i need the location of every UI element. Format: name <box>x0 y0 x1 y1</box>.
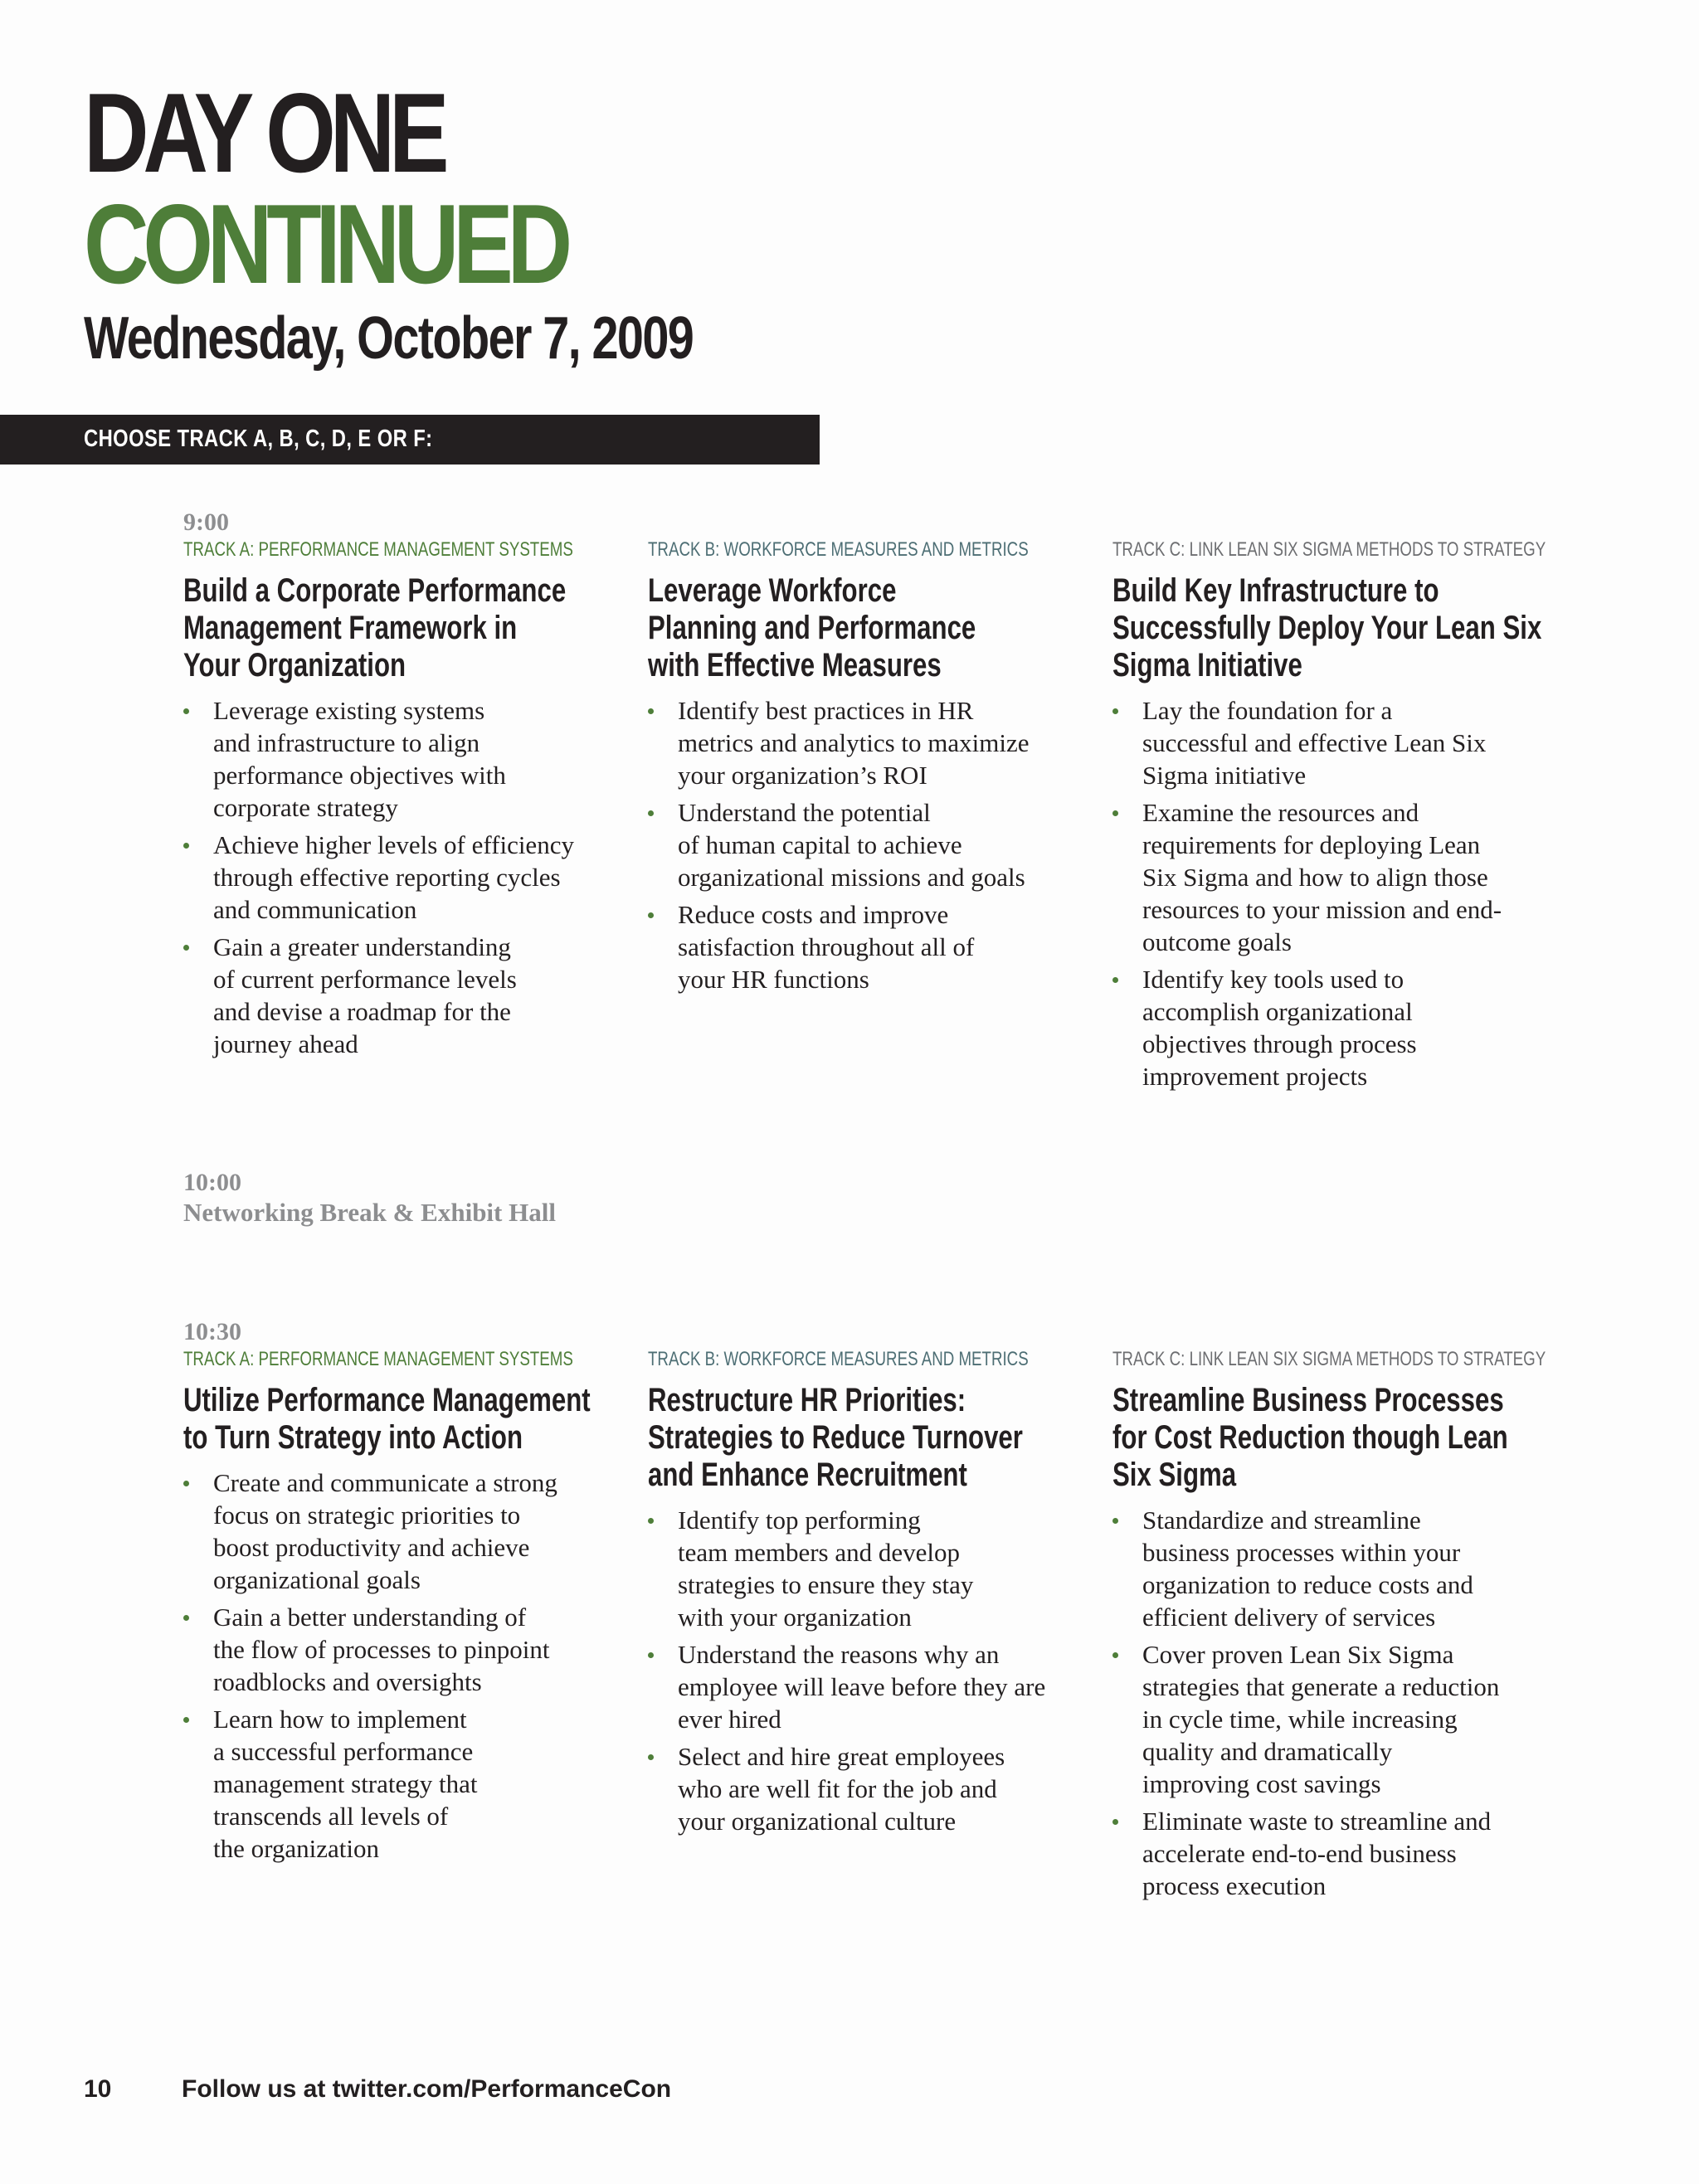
bullet-list <box>648 1504 1079 1837</box>
session-title-line: Successfully Deploy Your Lean Six <box>1112 610 1542 646</box>
session-time: 9:00 <box>183 508 229 536</box>
bullet-item <box>183 1703 615 1865</box>
track-label: TRACK C: LINK LEAN SIX SIGMA METHODS TO STRATEGY <box>1112 1348 1546 1370</box>
bullet-dot-icon <box>1112 708 1118 714</box>
bullet-text-line: Create and communicate a strong <box>213 1468 557 1497</box>
session-title-line: Restructure HR Priorities: <box>648 1382 966 1418</box>
bullet-item <box>648 898 1079 995</box>
session-title-line: to Turn Strategy into Action <box>183 1419 523 1456</box>
session-title <box>183 572 604 684</box>
bullet-list <box>1112 694 1544 1092</box>
bullet-dot-icon <box>183 843 189 849</box>
session-title-line: Build Key Infrastructure to <box>1112 572 1439 609</box>
bullet-text-line: satisfaction throughout all of <box>678 932 975 961</box>
session-track-column <box>1112 537 1544 1097</box>
bullet-text-line: and infrastructure to align <box>213 728 480 757</box>
bullet-text-line: strategies that generate a reduction <box>1142 1672 1500 1701</box>
bullet-dot-icon <box>648 810 654 816</box>
bullet-text-line: improvement projects <box>1142 1062 1368 1091</box>
session-title-line: with Effective Measures <box>648 647 942 683</box>
bullet-text-line: Identify best practices in HR <box>678 696 974 725</box>
bullet-text-line: your HR functions <box>678 965 869 994</box>
bullet-text-line: Identify key tools used to <box>1142 965 1404 994</box>
bullet-dot-icon <box>183 1615 189 1621</box>
bullet-text-line: and devise a roadmap for the <box>213 997 511 1026</box>
session-title-line: Planning and Performance <box>648 610 976 646</box>
bullet-text-line: process execution <box>1142 1871 1327 1900</box>
session-title <box>648 572 1069 684</box>
bullet-dot-icon <box>183 1481 189 1486</box>
bullet-text-line: Gain a better understanding of <box>213 1603 527 1632</box>
bullet-text-line: Six Sigma and how to align those <box>1142 863 1488 892</box>
bullet-dot-icon <box>1112 1819 1118 1825</box>
bullet-text-line: Cover proven Lean Six Sigma <box>1142 1640 1454 1669</box>
bullet-item <box>183 931 615 1060</box>
session-title-line: Build a Corporate Performance <box>183 572 567 609</box>
break-time: 10:00 <box>183 1169 241 1196</box>
bullet-text-line: efficient delivery of services <box>1142 1603 1436 1632</box>
bullet-text-line: the flow of processes to pinpoint <box>213 1635 550 1664</box>
bullet-text-line: business processes within your <box>1142 1538 1461 1567</box>
bullet-text-line: your organizational culture <box>678 1807 957 1836</box>
bullet-text-line: improving cost savings <box>1142 1769 1381 1798</box>
bullet-text-line: Sigma initiative <box>1142 761 1307 790</box>
track-label: TRACK A: PERFORMANCE MANAGEMENT SYSTEMS <box>183 1348 573 1370</box>
bullet-text-line: who are well fit for the job and <box>678 1774 997 1803</box>
session-title <box>648 1382 1069 1494</box>
bullet-text-line: successful and effective Lean Six <box>1142 728 1487 757</box>
bullet-item <box>183 1601 615 1698</box>
bullet-text-line: Examine the resources and <box>1142 798 1419 827</box>
bullet-dot-icon <box>648 912 654 918</box>
bullet-dot-icon <box>1112 1652 1118 1658</box>
bullet-item <box>648 796 1079 893</box>
bullet-text-line: quality and dramatically <box>1142 1737 1393 1766</box>
bullet-text-line: focus on strategic priorities to <box>213 1501 521 1530</box>
bullet-text-line: Select and hire great employees <box>678 1742 1005 1771</box>
bullet-item <box>648 694 1079 791</box>
choose-track-label: CHOOSE TRACK A, B, C, D, E OR F: <box>84 426 433 452</box>
session-title <box>1112 1382 1533 1494</box>
bullet-text-line: of human capital to achieve <box>678 830 962 859</box>
bullet-dot-icon <box>1112 1518 1118 1524</box>
bullet-text-line: strategies to ensure they stay <box>678 1570 974 1599</box>
bullet-item <box>1112 796 1544 958</box>
bullet-dot-icon <box>648 1652 654 1658</box>
bullet-item <box>1112 694 1544 791</box>
page-number: 10 <box>84 2075 112 2103</box>
session-title-line: Strategies to Reduce Turnover <box>648 1419 1023 1456</box>
bullet-text-line: organizational goals <box>213 1565 421 1594</box>
bullet-list <box>183 1467 615 1865</box>
bullet-text-line: the organization <box>213 1834 380 1863</box>
bullet-text-line: Achieve higher levels of efficiency <box>213 830 574 859</box>
page-title-continued: CONTINUED <box>84 181 567 307</box>
bullet-text-line: team members and develop <box>678 1538 961 1567</box>
bullet-text-line: metrics and analytics to maximize <box>678 728 1030 757</box>
track-label: TRACK B: WORKFORCE MEASURES AND METRICS <box>648 1348 1029 1370</box>
bullet-text-line: resources to your mission and end- <box>1142 895 1502 924</box>
bullet-text-line: a successful performance <box>213 1737 474 1766</box>
track-label: TRACK A: PERFORMANCE MANAGEMENT SYSTEMS <box>183 538 573 561</box>
bullet-text-line: Reduce costs and improve <box>678 900 949 929</box>
bullet-text-line: corporate strategy <box>213 793 398 822</box>
event-date: Wednesday, October 7, 2009 <box>84 305 694 372</box>
session-track-column <box>648 1347 1079 1842</box>
bullet-dot-icon <box>1112 977 1118 983</box>
session-title-line: Utilize Performance Management <box>183 1382 591 1418</box>
bullet-text-line: requirements for deploying Lean <box>1142 830 1481 859</box>
session-title-line: Streamline Business Processes <box>1112 1382 1504 1418</box>
bullet-text-line: journey ahead <box>213 1029 358 1058</box>
bullet-item <box>183 1467 615 1596</box>
session-track-column <box>183 1347 615 1870</box>
track-label: TRACK B: WORKFORCE MEASURES AND METRICS <box>648 538 1029 561</box>
session-title-line: Sigma Initiative <box>1112 647 1302 683</box>
bullet-list <box>648 694 1079 995</box>
bullet-item <box>183 829 615 926</box>
session-track-column <box>183 537 615 1065</box>
bullet-text-line: Leverage existing systems <box>213 696 485 725</box>
bullet-text-line: of current performance levels <box>213 965 517 994</box>
bullet-item <box>1112 963 1544 1092</box>
bullet-text-line: with your organization <box>678 1603 912 1632</box>
bullet-text-line: boost productivity and achieve <box>213 1533 530 1562</box>
session-title-line: for Cost Reduction though Lean <box>1112 1419 1508 1456</box>
bullet-text-line: transcends all levels of <box>213 1802 449 1831</box>
bullet-item <box>648 1740 1079 1837</box>
bullet-item <box>1112 1638 1544 1800</box>
bullet-dot-icon <box>648 708 654 714</box>
track-label: TRACK C: LINK LEAN SIX SIGMA METHODS TO STRATEGY <box>1112 538 1546 561</box>
bullet-list <box>183 694 615 1060</box>
bullet-text-line: organization to reduce costs and <box>1142 1570 1473 1599</box>
bullet-text-line: and communication <box>213 895 417 924</box>
bullet-list <box>1112 1504 1544 1902</box>
session-track-column <box>1112 1347 1544 1907</box>
bullet-text-line: accomplish organizational <box>1142 997 1413 1026</box>
bullet-text-line: Identify top performing <box>678 1505 921 1535</box>
bullet-text-line: Understand the reasons why an <box>678 1640 1000 1669</box>
bullet-text-line: outcome goals <box>1142 927 1292 956</box>
bullet-text-line: Lay the foundation for a <box>1142 696 1393 725</box>
session-title-line: and Enhance Recruitment <box>648 1457 967 1493</box>
bullet-text-line: Standardize and streamline <box>1142 1505 1421 1535</box>
bullet-item <box>183 694 615 824</box>
bullet-text-line: accelerate end-to-end business <box>1142 1839 1457 1868</box>
bullet-dot-icon <box>648 1518 654 1524</box>
bullet-text-line: ever hired <box>678 1705 781 1734</box>
bullet-dot-icon <box>648 1754 654 1760</box>
bullet-text-line: Eliminate waste to streamline and <box>1142 1807 1492 1836</box>
bullet-text-line: management strategy that <box>213 1769 478 1798</box>
session-title-line: Management Framework in <box>183 610 518 646</box>
choose-track-banner <box>0 415 820 465</box>
bullet-item <box>1112 1504 1544 1633</box>
bullet-text-line: Gain a greater understanding <box>213 932 511 961</box>
bullet-item <box>1112 1805 1544 1902</box>
page-title-day-one: DAY ONE <box>84 70 444 196</box>
bullet-item <box>648 1638 1079 1735</box>
bullet-text-line: employee will leave before they are <box>678 1672 1046 1701</box>
bullet-text-line: performance objectives with <box>213 761 506 790</box>
session-title-line: Your Organization <box>183 647 406 683</box>
session-title <box>1112 572 1542 684</box>
bullet-text-line: Learn how to implement <box>213 1705 467 1734</box>
bullet-dot-icon <box>1112 810 1118 816</box>
twitter-link-text: Follow us at twitter.com/PerformanceCon <box>182 2075 672 2103</box>
bullet-dot-icon <box>183 1717 189 1723</box>
bullet-text-line: roadblocks and oversights <box>213 1667 482 1696</box>
session-time: 10:30 <box>183 1318 241 1345</box>
bullet-dot-icon <box>183 708 189 714</box>
bullet-text-line: in cycle time, while increasing <box>1142 1705 1458 1734</box>
bullet-item <box>648 1504 1079 1633</box>
bullet-text-line: objectives through process <box>1142 1029 1417 1058</box>
session-title-line: Six Sigma <box>1112 1457 1237 1493</box>
session-title-line: Leverage Workforce <box>648 572 897 609</box>
bullet-text-line: through effective reporting cycles <box>213 863 561 892</box>
session-track-column <box>648 537 1079 1000</box>
session-title <box>183 1382 604 1457</box>
break-label: Networking Break & Exhibit Hall <box>183 1198 556 1227</box>
bullet-text-line: Understand the potential <box>678 798 931 827</box>
bullet-dot-icon <box>183 945 189 951</box>
bullet-text-line: organizational missions and goals <box>678 863 1025 892</box>
bullet-text-line: your organization’s ROI <box>678 761 927 790</box>
